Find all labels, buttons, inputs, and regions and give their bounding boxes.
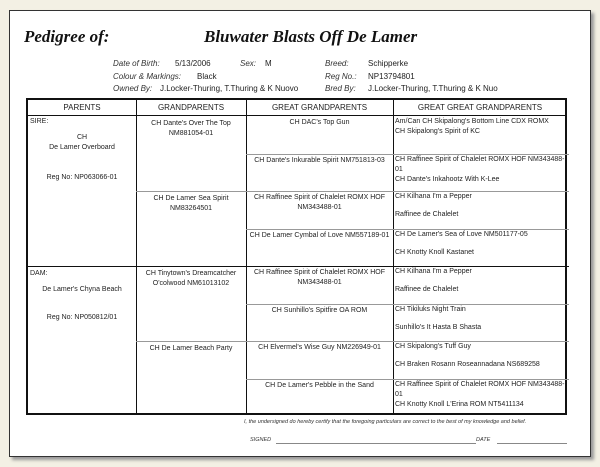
gg-grandparent-dam: CH Knotty Knoll Kastanet — [395, 248, 474, 256]
gg-grandparent-dam: CH Dante's Inkahootz With K-Lee — [395, 175, 500, 183]
gg-grandparent-cell — [395, 380, 567, 410]
signed-label: SIGNED — [250, 437, 272, 443]
gg-grandparent-cell — [395, 117, 567, 137]
owned-value: J.Locker-Thuring, T.Thuring & K Nuovo — [160, 84, 299, 93]
gg-grandparent-cell — [395, 342, 567, 370]
gg-grandparent-cell — [395, 267, 567, 295]
owned-label: Owned By: — [113, 84, 153, 93]
header-gg-grandparents: GREAT GREAT GRANDPARENTS — [393, 100, 567, 116]
dob-label: Date of Birth: — [113, 59, 160, 68]
dam-name: De Lamer's Chyna Beach — [42, 286, 122, 293]
great-grandparent-cell: CH Sunhillo's Spitfire OA ROM — [271, 306, 368, 314]
sire-label: SIRE: — [30, 118, 49, 125]
dam-reg: Reg No: NP050812/01 — [46, 314, 118, 321]
sex-label: Sex: — [240, 59, 257, 68]
colour-value: Black — [197, 72, 217, 81]
certification-text: I, the undersigned do hereby certify that the foregoing particulars are correct to the best of my knowledge and belief. — [244, 419, 527, 425]
gg-grandparent-sire: CH Kilhana I'm a Pepper — [395, 268, 472, 275]
dam-cell — [30, 269, 134, 414]
grandparent-cell: CH De Lamer Beach Party — [149, 345, 233, 352]
great-grandparent-cell: CH Raffinee Spirit of Chalelet ROMX HOF NM343488-01 — [254, 194, 385, 211]
header-parents: PARENTS — [28, 100, 136, 116]
colour-label: Colour & Markings: — [113, 72, 182, 81]
gg-grandparent-cell — [395, 230, 567, 258]
dog-name: Bluwater Blasts Off De Lamer — [204, 27, 418, 46]
gg-grandparent-sire: CH Tikiluks Night Train — [395, 305, 466, 313]
pedigree-page — [9, 10, 591, 457]
reg-value: NP13794801 — [368, 72, 415, 81]
header-great-grandparents: GREAT GRANDPARENTS — [246, 100, 393, 116]
sire-title: CH — [76, 134, 88, 141]
great-grandparent-cell: CH De Lamer Cymbal of Love NM557189-01 — [249, 231, 390, 239]
grandparent-cell: CH Dante's Over The Top NM881054-01 — [151, 120, 231, 137]
gg-grandparent-dam: CH Knotty Knoll L'Erina ROM NT5411134 — [395, 400, 524, 408]
great-grandparent-cell: CH Dante's Inkurable Spirit NM751813-03 — [254, 156, 385, 164]
gg-grandparent-sire: CH Kilhana I'm a Pepper — [395, 193, 472, 200]
breed-value: Schipperke — [368, 59, 409, 68]
date-line[interactable] — [497, 443, 567, 444]
great-grandparent-cell: CH Raffinee Spirit of Chalelet ROMX HOF NM343488-01 — [254, 269, 385, 286]
sire-reg: Reg No: NP063066-01 — [46, 174, 118, 181]
gg-grandparent-sire: CH Raffinee Spirit of Chalelet ROMX HOF NM343488-01 — [395, 155, 565, 173]
bred-value: J.Locker-Thuring, T.Thuring & K Nuo — [368, 84, 498, 93]
sex-value: M — [265, 59, 272, 68]
gg-grandparent-dam: Sunhillo's It Hasta B Shasta — [395, 323, 482, 331]
sire-cell — [30, 117, 134, 267]
sire-name: De Lamer Overboard — [49, 144, 115, 151]
gg-grandparent-dam: CH Skipalong's Spirit of KC — [395, 128, 480, 135]
gg-grandparent-cell — [395, 305, 567, 333]
gg-grandparent-dam: Raffinee de Chalelet — [395, 286, 459, 293]
gg-grandparent-dam: Raffinee de Chalelet — [395, 211, 459, 218]
reg-label: Reg No.: — [325, 72, 357, 81]
gg-grandparent-sire: CH De Lamer's Sea of Love NM501177-05 — [395, 230, 528, 238]
gg-grandparent-cell — [395, 155, 567, 185]
dam-label: DAM: — [30, 270, 48, 277]
gg-grandparent-sire: CH Raffinee Spirit of Chalelet ROMX HOF NM343488-01 — [395, 380, 565, 398]
gg-grandparent-sire: CH Skipalong's Tuff Guy — [395, 343, 471, 350]
great-grandparent-cell: CH De Lamer's Pebble in the Sand — [265, 381, 374, 389]
gg-grandparent-dam: CH Braken Rosann Roseannadana NS689258 — [395, 361, 540, 368]
grandparent-cell: CH Tinytown's Dreamcatcher O'colwood NM61013102 — [145, 270, 237, 287]
bred-label: Bred By: — [325, 84, 356, 93]
pedigree-title: Pedigree of: — [24, 27, 110, 46]
gg-grandparent-cell — [395, 192, 567, 220]
pedigree-table — [26, 98, 567, 415]
grandparent-cell: CH De Lamer Sea Spirit NM83264501 — [153, 195, 229, 212]
breed-label: Breed: — [325, 59, 349, 68]
great-grandparent-cell: CH DAC's Top Gun — [289, 119, 350, 126]
great-grandparent-cell: CH Elvermel's Wise Guy NM226949-01 — [258, 344, 381, 351]
dob-value: 5/13/2006 — [175, 59, 211, 68]
header-grandparents: GRANDPARENTS — [136, 100, 246, 116]
date-label: DATE — [476, 437, 491, 443]
signature-line[interactable] — [276, 443, 476, 444]
gg-grandparent-sire: Am/Can CH Skipalong's Bottom Line CDX ROMX — [395, 118, 549, 125]
